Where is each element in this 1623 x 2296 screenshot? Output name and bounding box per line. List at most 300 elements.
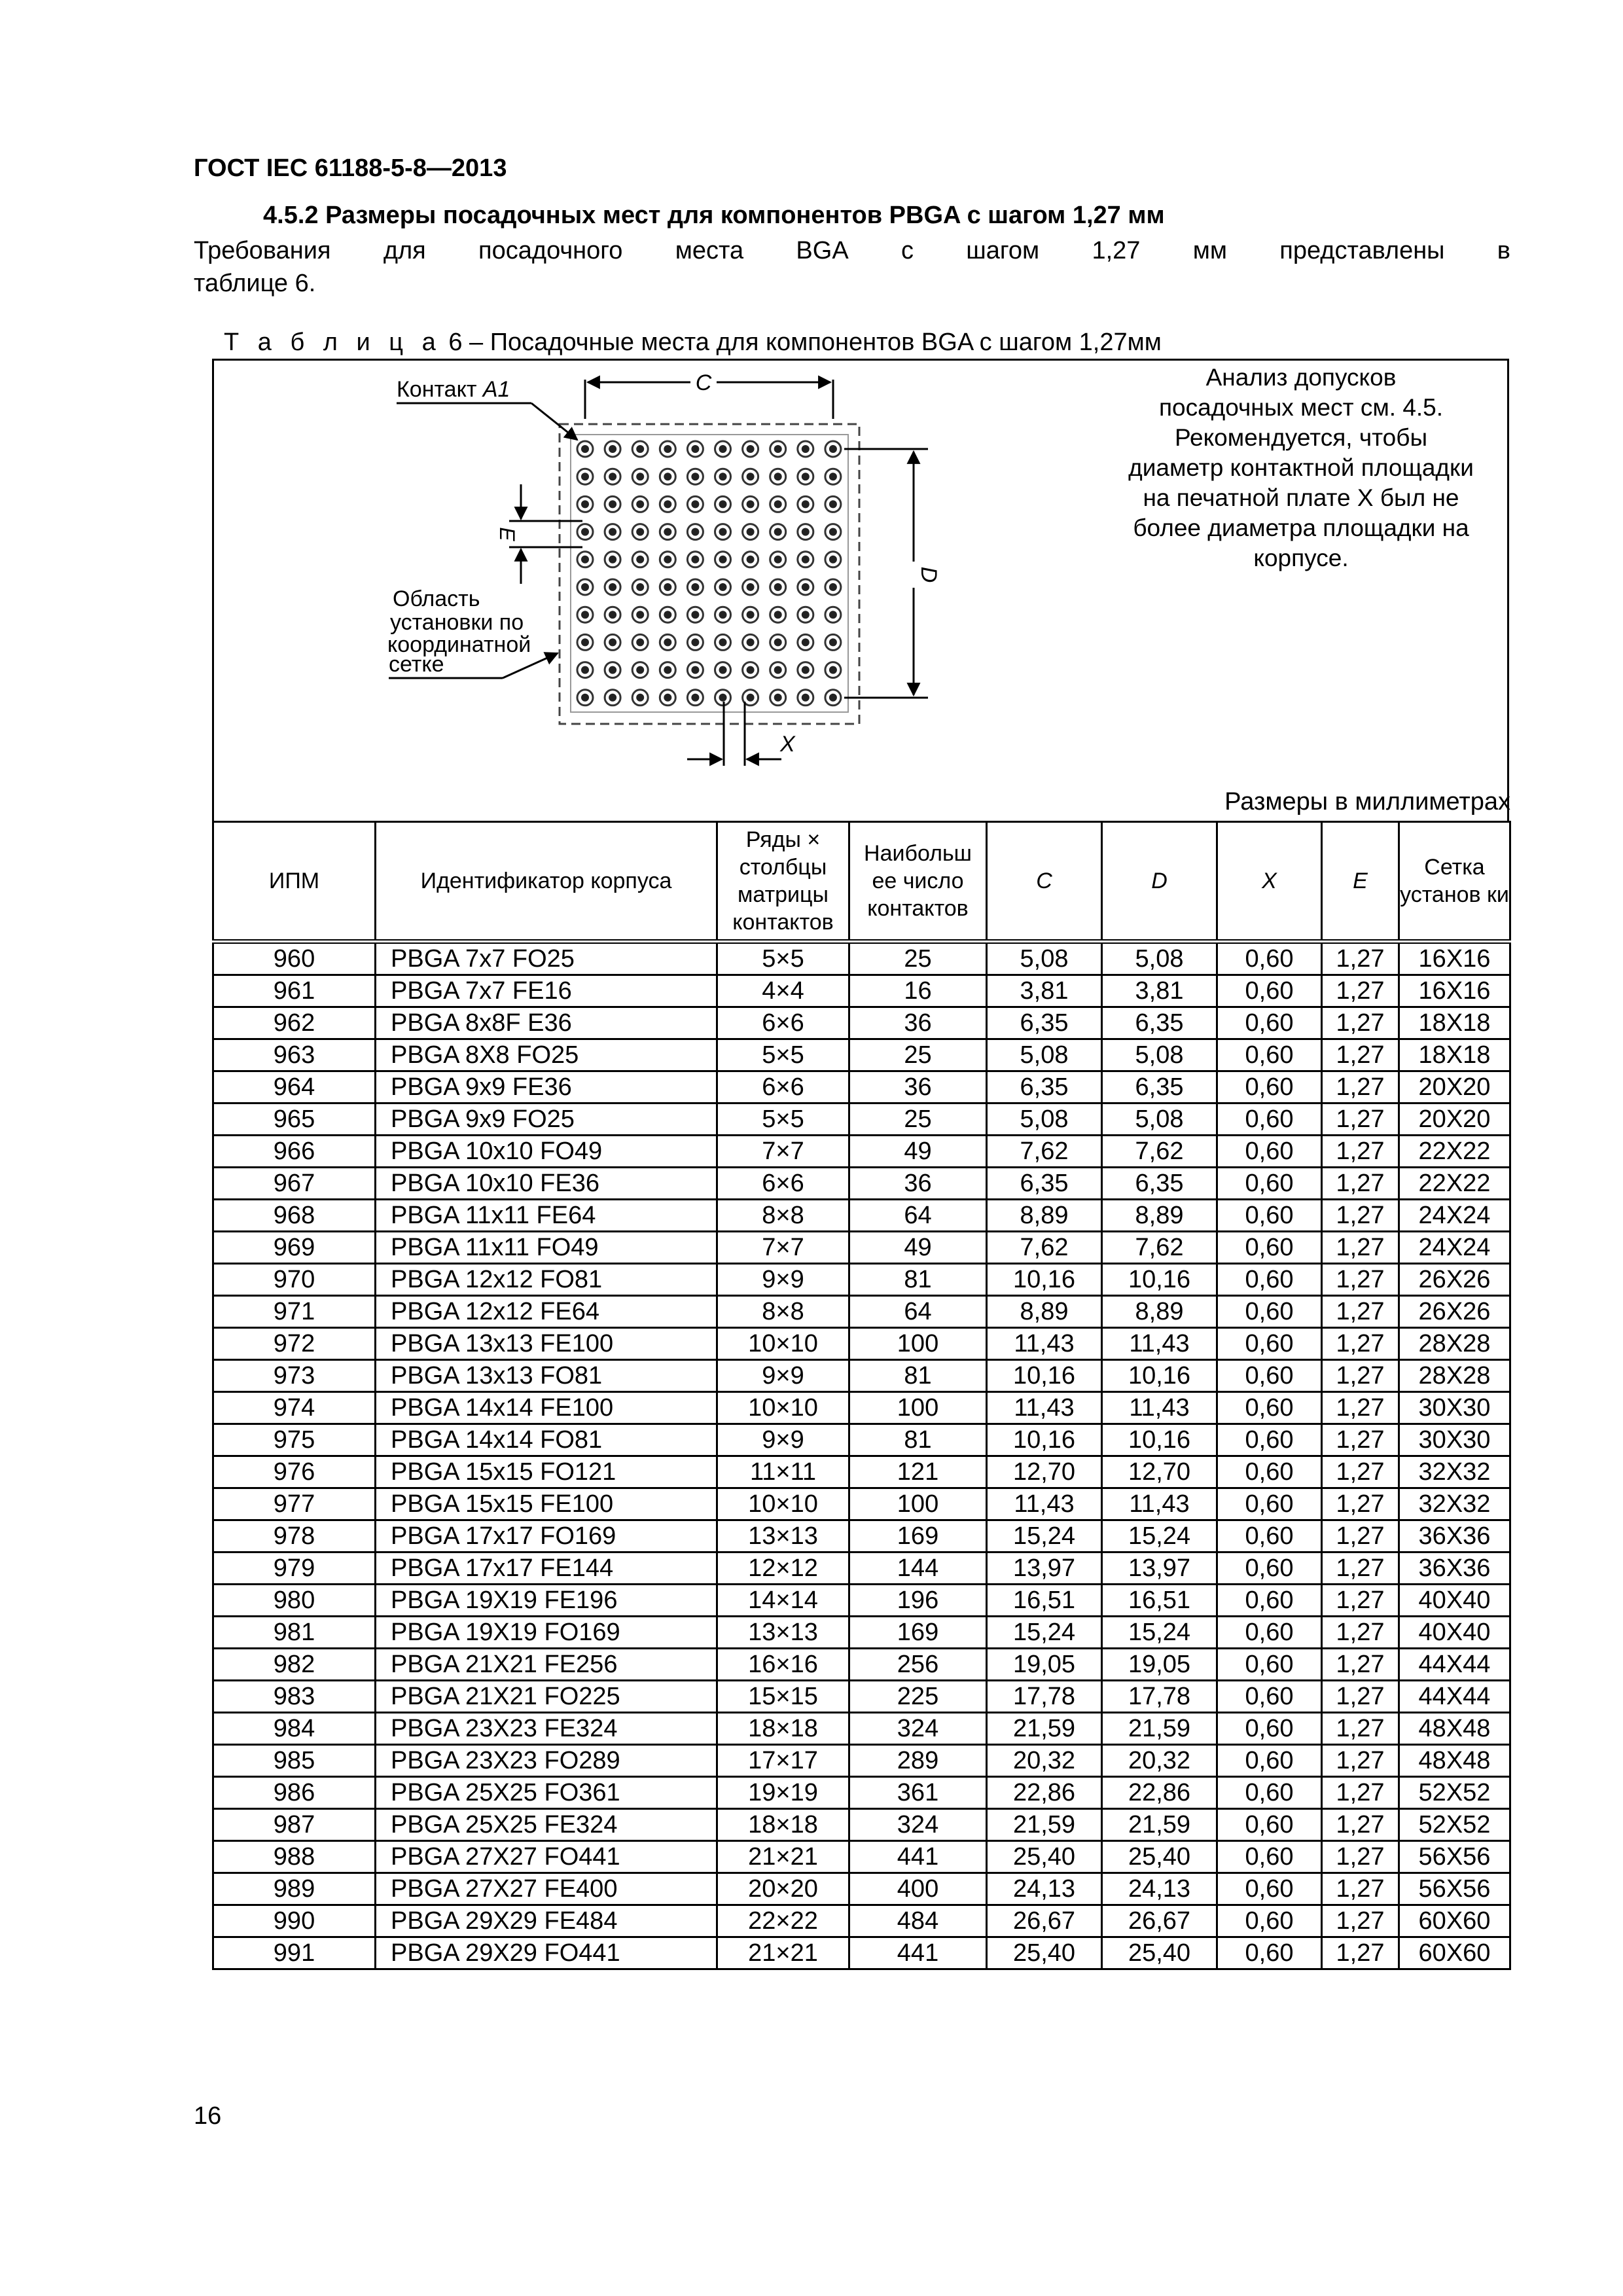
table-row [213, 1456, 1510, 1488]
cell-x: 0,60 [1217, 975, 1322, 1007]
contact-ball [581, 500, 589, 508]
cell-package-id: PBGA 10x10 FE36 [376, 1168, 717, 1200]
cell-package-id: PBGA 11x11 FO49 [376, 1232, 717, 1264]
cell-ipm: 978 [213, 1520, 376, 1552]
table-row [213, 1937, 1510, 1969]
contact-ball [719, 473, 727, 480]
cell-x: 0,60 [1217, 1232, 1322, 1264]
paragraph-word: посадочного [478, 237, 623, 264]
cell-package-id: PBGA 25X25 FE324 [376, 1809, 717, 1841]
cell-max-contacts: 25 [849, 1103, 987, 1136]
cell-package-id: PBGA 19X19 FO169 [376, 1617, 717, 1649]
cell-e: 1,27 [1322, 1136, 1399, 1168]
cell-grid: 28X28 [1399, 1360, 1510, 1392]
cell-x: 0,60 [1217, 1456, 1322, 1488]
cell-max-contacts: 144 [849, 1552, 987, 1585]
contact-ball [747, 500, 755, 508]
contact-ball [636, 583, 644, 591]
dimension-c-label: C [695, 370, 712, 395]
contact-ball [747, 528, 755, 536]
cell-grid: 22X22 [1399, 1136, 1510, 1168]
cell-rows-cols: 15×15 [717, 1681, 849, 1713]
note-line: Рекомендуется, чтобы [1174, 424, 1428, 451]
cell-ipm: 961 [213, 975, 376, 1007]
cell-grid: 18X18 [1399, 1007, 1510, 1039]
contact-ball [774, 556, 782, 564]
cell-x: 0,60 [1217, 1039, 1322, 1071]
table-row [213, 1649, 1510, 1681]
cell-c: 11,43 [987, 1392, 1102, 1424]
cell-grid: 52X52 [1399, 1809, 1510, 1841]
paragraph-word: 1,27 [1092, 237, 1141, 264]
paragraph-word: шагом [966, 237, 1040, 264]
contact-ball [609, 473, 616, 480]
contact-ball [609, 528, 616, 536]
cell-d: 10,16 [1102, 1360, 1217, 1392]
cell-grid: 18X18 [1399, 1039, 1510, 1071]
cell-d: 21,59 [1102, 1809, 1217, 1841]
table-row [213, 1392, 1510, 1424]
cell-package-id: PBGA 27X27 FO441 [376, 1841, 717, 1873]
cell-grid: 16X16 [1399, 942, 1510, 975]
contact-ball [664, 694, 671, 702]
cell-max-contacts: 25 [849, 942, 987, 975]
cell-x: 0,60 [1217, 1937, 1322, 1969]
contact-ball [829, 445, 837, 453]
cell-rows-cols: 6×6 [717, 1168, 849, 1200]
cell-c: 25,40 [987, 1937, 1102, 1969]
note-line: на печатной плате X был не [1143, 484, 1459, 511]
cell-package-id: PBGA 25X25 FO361 [376, 1777, 717, 1809]
table-row [213, 1264, 1510, 1296]
contact-ball [719, 445, 727, 453]
cell-d: 15,24 [1102, 1617, 1217, 1649]
contact-ball [664, 500, 671, 508]
cell-e: 1,27 [1322, 1585, 1399, 1617]
contact-ball [664, 473, 671, 480]
cell-x: 0,60 [1217, 1617, 1322, 1649]
contact-ball [747, 473, 755, 480]
contact-ball [664, 556, 671, 564]
cell-e: 1,27 [1322, 1809, 1399, 1841]
cell-c: 21,59 [987, 1809, 1102, 1841]
contact-ball [774, 445, 782, 453]
cell-d: 10,16 [1102, 1264, 1217, 1296]
cell-c: 26,67 [987, 1905, 1102, 1937]
cell-max-contacts: 64 [849, 1296, 987, 1328]
cell-rows-cols: 20×20 [717, 1873, 849, 1905]
cell-grid: 44X44 [1399, 1649, 1510, 1681]
units-note: Размеры в миллиметрах [1224, 788, 1510, 816]
cell-grid: 30X30 [1399, 1392, 1510, 1424]
contact-ball [691, 500, 699, 508]
cell-c: 17,78 [987, 1681, 1102, 1713]
cell-max-contacts: 196 [849, 1585, 987, 1617]
contact-ball [802, 666, 810, 674]
cell-rows-cols: 13×13 [717, 1520, 849, 1552]
cell-rows-cols: 9×9 [717, 1360, 849, 1392]
contact-ball [802, 445, 810, 453]
cell-c: 24,13 [987, 1873, 1102, 1905]
contact-ball [636, 528, 644, 536]
table-row [213, 1617, 1510, 1649]
table-row [213, 1520, 1510, 1552]
cell-c: 12,70 [987, 1456, 1102, 1488]
table-row [213, 1039, 1510, 1071]
cell-c: 6,35 [987, 1007, 1102, 1039]
contact-ball [581, 611, 589, 619]
cell-d: 15,24 [1102, 1520, 1217, 1552]
cell-x: 0,60 [1217, 1264, 1322, 1296]
contact-ball [802, 556, 810, 564]
cell-ipm: 980 [213, 1585, 376, 1617]
cell-max-contacts: 81 [849, 1424, 987, 1456]
contact-ball [747, 583, 755, 591]
cell-ipm: 974 [213, 1392, 376, 1424]
cell-d: 13,97 [1102, 1552, 1217, 1585]
header-c: C [987, 822, 1102, 942]
contact-ball [664, 666, 671, 674]
contact-ball [829, 556, 837, 564]
contact-ball [719, 638, 727, 646]
header-package-id: Идентификатор корпуса [376, 822, 717, 942]
cell-ipm: 964 [213, 1071, 376, 1103]
cell-d: 12,70 [1102, 1456, 1217, 1488]
cell-c: 3,81 [987, 975, 1102, 1007]
cell-rows-cols: 9×9 [717, 1424, 849, 1456]
contact-ball [774, 694, 782, 702]
cell-d: 6,35 [1102, 1007, 1217, 1039]
cell-package-id: PBGA 11x11 FE64 [376, 1200, 717, 1232]
cell-ipm: 975 [213, 1424, 376, 1456]
section-title: 4.5.2 Размеры посадочных мест для компонентов PBGA с шагом 1,27 мм [263, 202, 1165, 229]
paragraph-line-2: таблице 6. [194, 270, 316, 297]
cell-e: 1,27 [1322, 1039, 1399, 1071]
paragraph-word: места [675, 237, 744, 264]
cell-max-contacts: 324 [849, 1809, 987, 1841]
cell-rows-cols: 22×22 [717, 1905, 849, 1937]
note-line: Анализ допусков [1205, 364, 1397, 391]
contact-ball [581, 694, 589, 702]
cell-ipm: 965 [213, 1103, 376, 1136]
cell-grid: 48X48 [1399, 1745, 1510, 1777]
cell-rows-cols: 17×17 [717, 1745, 849, 1777]
cell-c: 5,08 [987, 942, 1102, 975]
contact-a1-label: Контакт A1 [397, 377, 510, 402]
contact-ball [774, 638, 782, 646]
cell-ipm: 973 [213, 1360, 376, 1392]
contact-ball [719, 500, 727, 508]
cell-x: 0,60 [1217, 1649, 1322, 1681]
cell-max-contacts: 36 [849, 1007, 987, 1039]
cell-max-contacts: 25 [849, 1039, 987, 1071]
contact-ball [691, 473, 699, 480]
cell-grid: 56X56 [1399, 1841, 1510, 1873]
cell-x: 0,60 [1217, 1007, 1322, 1039]
cell-max-contacts: 36 [849, 1071, 987, 1103]
contact-ball [636, 445, 644, 453]
cell-ipm: 982 [213, 1649, 376, 1681]
contact-ball [747, 694, 755, 702]
contact-ball [664, 583, 671, 591]
header-grid: Сетка установ ки [1399, 822, 1510, 942]
cell-c: 5,08 [987, 1039, 1102, 1071]
cell-max-contacts: 484 [849, 1905, 987, 1937]
cell-x: 0,60 [1217, 1552, 1322, 1585]
contact-ball [829, 666, 837, 674]
table-row [213, 975, 1510, 1007]
cell-package-id: PBGA 14x14 FE100 [376, 1392, 717, 1424]
contact-ball [636, 638, 644, 646]
cell-c: 6,35 [987, 1071, 1102, 1103]
cell-ipm: 968 [213, 1200, 376, 1232]
header-x: X [1217, 822, 1322, 942]
cell-d: 25,40 [1102, 1841, 1217, 1873]
cell-d: 24,13 [1102, 1873, 1217, 1905]
contact-ball [829, 500, 837, 508]
cell-c: 22,86 [987, 1777, 1102, 1809]
cell-grid: 28X28 [1399, 1328, 1510, 1360]
paragraph-word: BGA [796, 237, 849, 264]
contact-ball [802, 528, 810, 536]
cell-rows-cols: 12×12 [717, 1552, 849, 1585]
cell-rows-cols: 10×10 [717, 1488, 849, 1520]
contact-ball [719, 583, 727, 591]
contact-ball [691, 556, 699, 564]
cell-package-id: PBGA 17x17 FO169 [376, 1520, 717, 1552]
cell-max-contacts: 361 [849, 1777, 987, 1809]
cell-ipm: 985 [213, 1745, 376, 1777]
cell-ipm: 990 [213, 1905, 376, 1937]
cell-e: 1,27 [1322, 1424, 1399, 1456]
cell-grid: 24X24 [1399, 1232, 1510, 1264]
cell-e: 1,27 [1322, 1456, 1399, 1488]
contact-ball [747, 638, 755, 646]
cell-c: 15,24 [987, 1520, 1102, 1552]
paragraph-word: представлены [1279, 237, 1445, 264]
cell-c: 6,35 [987, 1168, 1102, 1200]
cell-x: 0,60 [1217, 1873, 1322, 1905]
cell-ipm: 966 [213, 1136, 376, 1168]
table-caption-text: 6 – Посадочные места для компонентов BGA с шагом 1,27мм [441, 329, 1162, 356]
cell-d: 3,81 [1102, 975, 1217, 1007]
cell-rows-cols: 18×18 [717, 1713, 849, 1745]
cell-e: 1,27 [1322, 1552, 1399, 1585]
table-row [213, 1905, 1510, 1937]
cell-ipm: 989 [213, 1873, 376, 1905]
cell-max-contacts: 81 [849, 1264, 987, 1296]
note-line: диаметр контактной площадки [1128, 454, 1474, 481]
cell-ipm: 976 [213, 1456, 376, 1488]
contact-ball [774, 583, 782, 591]
cell-e: 1,27 [1322, 1168, 1399, 1200]
paragraph-word: Требования [194, 237, 331, 264]
table-row [213, 1809, 1510, 1841]
cell-rows-cols: 21×21 [717, 1841, 849, 1873]
table-row [213, 1232, 1510, 1264]
cell-grid: 30X30 [1399, 1424, 1510, 1456]
cell-e: 1,27 [1322, 1905, 1399, 1937]
table-row [213, 1424, 1510, 1456]
cell-x: 0,60 [1217, 1841, 1322, 1873]
cell-grid: 48X48 [1399, 1713, 1510, 1745]
table-row [213, 1071, 1510, 1103]
cell-grid: 20X20 [1399, 1071, 1510, 1103]
cell-rows-cols: 18×18 [717, 1809, 849, 1841]
cell-grid: 60X60 [1399, 1905, 1510, 1937]
paragraph-word: с [901, 237, 914, 264]
cell-x: 0,60 [1217, 1071, 1322, 1103]
contact-ball [719, 694, 727, 702]
cell-grid: 32X32 [1399, 1456, 1510, 1488]
cell-rows-cols: 9×9 [717, 1264, 849, 1296]
cell-d: 8,89 [1102, 1200, 1217, 1232]
contact-ball [581, 583, 589, 591]
cell-x: 0,60 [1217, 1103, 1322, 1136]
cell-rows-cols: 7×7 [717, 1232, 849, 1264]
cell-c: 8,89 [987, 1200, 1102, 1232]
cell-max-contacts: 49 [849, 1232, 987, 1264]
cell-grid: 44X44 [1399, 1681, 1510, 1713]
dimension-x-label: X [780, 732, 795, 757]
cell-rows-cols: 4×4 [717, 975, 849, 1007]
cell-rows-cols: 5×5 [717, 942, 849, 975]
cell-e: 1,27 [1322, 1103, 1399, 1136]
cell-x: 0,60 [1217, 1585, 1322, 1617]
table-row [213, 1296, 1510, 1328]
cell-c: 7,62 [987, 1136, 1102, 1168]
cell-x: 0,60 [1217, 1200, 1322, 1232]
contact-ball [719, 611, 727, 619]
page-number: 16 [194, 2102, 222, 2130]
table-row [213, 1873, 1510, 1905]
contact-ball [691, 611, 699, 619]
cell-x: 0,60 [1217, 1296, 1322, 1328]
cell-ipm: 984 [213, 1713, 376, 1745]
contact-ball [636, 694, 644, 702]
cell-c: 15,24 [987, 1617, 1102, 1649]
cell-rows-cols: 5×5 [717, 1039, 849, 1071]
contact-ball [636, 473, 644, 480]
contact-ball [636, 611, 644, 619]
cell-grid: 26X26 [1399, 1296, 1510, 1328]
cell-max-contacts: 36 [849, 1168, 987, 1200]
cell-ipm: 986 [213, 1777, 376, 1809]
contact-ball [691, 583, 699, 591]
cell-x: 0,60 [1217, 1488, 1322, 1520]
note-line: посадочных мест см. 4.5. [1158, 394, 1444, 421]
cell-e: 1,27 [1322, 1007, 1399, 1039]
cell-e: 1,27 [1322, 1200, 1399, 1232]
cell-max-contacts: 169 [849, 1617, 987, 1649]
cell-package-id: PBGA 27X27 FE400 [376, 1873, 717, 1905]
cell-max-contacts: 441 [849, 1937, 987, 1969]
table-row [213, 1168, 1510, 1200]
contact-ball [802, 473, 810, 480]
contact-ball [691, 528, 699, 536]
cell-package-id: PBGA 9x9 FO25 [376, 1103, 717, 1136]
cell-c: 21,59 [987, 1713, 1102, 1745]
cell-package-id: PBGA 15x15 FE100 [376, 1488, 717, 1520]
contact-ball [774, 528, 782, 536]
cell-c: 19,05 [987, 1649, 1102, 1681]
cell-x: 0,60 [1217, 1809, 1322, 1841]
contact-ball [664, 528, 671, 536]
cell-e: 1,27 [1322, 1520, 1399, 1552]
cell-e: 1,27 [1322, 1841, 1399, 1873]
table-row [213, 1777, 1510, 1809]
cell-d: 6,35 [1102, 1071, 1217, 1103]
cell-rows-cols: 5×5 [717, 1103, 849, 1136]
table-header-row [213, 822, 1510, 942]
note-line: корпусе. [1253, 545, 1349, 571]
contact-ball [691, 694, 699, 702]
contact-ball [829, 528, 837, 536]
cell-rows-cols: 8×8 [717, 1200, 849, 1232]
cell-max-contacts: 441 [849, 1841, 987, 1873]
contact-ball [747, 445, 755, 453]
header-max-contacts: Наибольш ее число контактов [849, 822, 987, 942]
contact-ball [581, 528, 589, 536]
cell-ipm: 967 [213, 1168, 376, 1200]
cell-rows-cols: 8×8 [717, 1296, 849, 1328]
table-row [213, 1552, 1510, 1585]
table-row [213, 1488, 1510, 1520]
contact-ball [774, 666, 782, 674]
cell-e: 1,27 [1322, 1873, 1399, 1905]
cell-grid: 22X22 [1399, 1168, 1510, 1200]
cell-c: 7,62 [987, 1232, 1102, 1264]
cell-package-id: PBGA 29X29 FE484 [376, 1905, 717, 1937]
contact-ball [747, 666, 755, 674]
cell-package-id: PBGA 12x12 FE64 [376, 1296, 717, 1328]
cell-grid: 16X16 [1399, 975, 1510, 1007]
table-row [213, 1713, 1510, 1745]
courtyard-outline [560, 424, 859, 724]
contact-ball [747, 611, 755, 619]
cell-c: 11,43 [987, 1328, 1102, 1360]
contact-ball [829, 473, 837, 480]
cell-package-id: PBGA 19X19 FE196 [376, 1585, 717, 1617]
contact-ball [581, 473, 589, 480]
cell-e: 1,27 [1322, 1071, 1399, 1103]
cell-max-contacts: 16 [849, 975, 987, 1007]
cell-max-contacts: 169 [849, 1520, 987, 1552]
table-row [213, 942, 1510, 975]
cell-rows-cols: 14×14 [717, 1585, 849, 1617]
cell-package-id: PBGA 7x7 FO25 [376, 942, 717, 975]
cell-d: 19,05 [1102, 1649, 1217, 1681]
cell-e: 1,27 [1322, 1745, 1399, 1777]
cell-ipm: 970 [213, 1264, 376, 1296]
cell-package-id: PBGA 8x8F E36 [376, 1007, 717, 1039]
cell-grid: 40X40 [1399, 1585, 1510, 1617]
contact-ball [719, 556, 727, 564]
cell-d: 25,40 [1102, 1937, 1217, 1969]
cell-package-id: PBGA 10x10 FO49 [376, 1136, 717, 1168]
table-row [213, 1585, 1510, 1617]
cell-x: 0,60 [1217, 1777, 1322, 1809]
cell-ipm: 963 [213, 1039, 376, 1071]
cell-grid: 26X26 [1399, 1264, 1510, 1296]
cell-x: 0,60 [1217, 1681, 1322, 1713]
cell-package-id: PBGA 23X23 FE324 [376, 1713, 717, 1745]
cell-rows-cols: 10×10 [717, 1328, 849, 1360]
cell-package-id: PBGA 21X21 FE256 [376, 1649, 717, 1681]
cell-rows-cols: 21×21 [717, 1937, 849, 1969]
cell-grid: 36X36 [1399, 1552, 1510, 1585]
contact-ball [829, 638, 837, 646]
